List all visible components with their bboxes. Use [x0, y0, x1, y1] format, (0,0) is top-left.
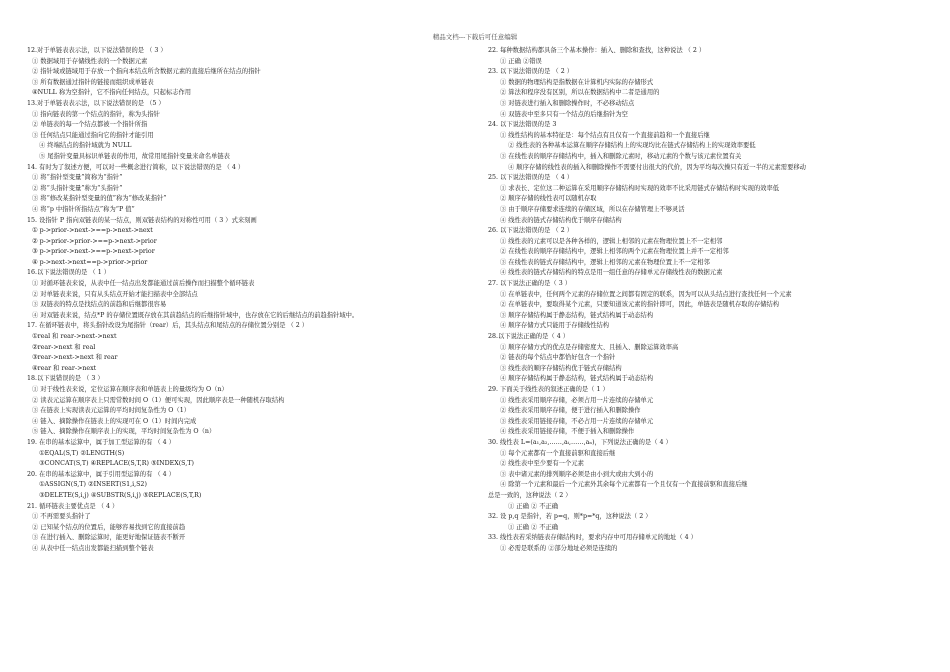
question-line: 23. 以下说法错误的是 （ 2 ） — [488, 68, 573, 76]
option-line: ③ 所有数据通过指针的链接而组织成单链表 — [32, 78, 154, 86]
option-line: ① 数据的物理结构是指数据在计算机内实际的存储形式 — [500, 78, 654, 86]
option-line: ③ p->prior->next->==p->next->prior — [32, 248, 155, 256]
option-line: ④ 顺序存储结构属于静态结构，链式结构属于动态结构 — [500, 375, 654, 383]
option-line: ④ 从表中任一结点出发都能扫描到整个链表 — [32, 544, 154, 552]
option-line: ② 在线性表的顺序存储结构中，逻辑上相邻的两个元素在物理位置上并不一定相邻 — [500, 248, 729, 256]
option-line: ④ 双链表中至多只有一个结点的后继指针为空 — [500, 110, 628, 118]
option-line: ③rear->next->next 和 rear — [32, 354, 118, 362]
option-line: ① 线性表的元素可以是各种各样的，逻辑上相邻的元素在物理位置上不一定相邻 — [500, 237, 723, 245]
question-line: 16.以下说法错误的是 （ 1 ） — [27, 269, 110, 277]
option-line: ② 在单链表中，要取得某个元素，只要知道该元素的指针即可，因此，单链表是随机存取的存储结构 — [500, 301, 780, 309]
option-line: ①EQAL(S,T) ②LENGTH(S) — [39, 449, 125, 457]
option-line: ② 链表的每个结点中都恰好包含一个指针 — [500, 354, 616, 362]
option-line: ③ 将“修改某指针型变量的值”称为“修改某指针” — [32, 195, 167, 203]
question-line: 25. 以下说法错误的是 （ 4 ） — [488, 174, 573, 182]
option-line: ① 求表长、定位这二种运算在采用顺序存储结构时实现的效率不比采用链式存储结构时实现的效率低 — [500, 184, 780, 192]
option-line: ① 数据域用于存储线性表的一个数据元素 — [32, 57, 148, 65]
option-line: ④ 对双链表来说，结点*P 的存储位置既存放在其前趋结点的后继指针域中，也存放在它的后继结点的前趋指针域中。 — [32, 311, 359, 319]
right-column — [488, 46, 918, 555]
option-line: ③ 线性表的顺序存储结构优于链式存储结构 — [500, 364, 622, 372]
option-line: ① 每个元素都有一个直接前驱和直接后继 — [500, 449, 616, 457]
option-line: ⑤ 尾指针变量具标识单链表的作用，故常用尾指针变量来命名单链表 — [39, 152, 230, 160]
option-line: ① 对于线性表来说，定位运算在顺序表和单链表上的量级均为 O（n） — [32, 386, 228, 393]
option-line: ① 不再需要头指针了 — [32, 513, 91, 521]
question-line: 24. 以下说法错误的是 3 — [488, 121, 557, 129]
option-line: ② 将“头指针变量”称为“头指针” — [32, 184, 123, 192]
option-line: ② 线性表的各种基本运算在顺序存储结构上的实现均比在链式存储结构上的实现效率要低 — [508, 142, 756, 150]
option-line: ③ 双链表的特点是找结点的前趋和后继都很容易 — [32, 301, 167, 309]
question-line: 32. 设 p,q 是指针，若 p=q，则*p=*q，这种说法（ 2 ） — [488, 513, 652, 521]
question-line: 14. 有时为了叙述方便，可以对一些概念进行简称，以下说法错误的是 （ 4 ） — [27, 163, 245, 171]
option-line: ② 算法和程序没有区别，所以在数据结构中二者是通用的 — [500, 89, 660, 97]
option-line: ④ 顺序存储的线性表的插入和删除操作不需要付出很大的代价，因为平均每次操只有近一半的元素需要移动 — [508, 163, 806, 171]
option-line: ③ 表中诸元素的排列顺序必须是由小到大或由大到小的 — [500, 470, 654, 478]
option-line: ④ 将“p 中指针所指结点”称为“P 值” — [32, 205, 135, 213]
option-line: ② p->prior->prior->==p->next->prior — [32, 237, 157, 245]
option-line: ② 已知某个结点的位置后，能够容易找到它的直接前趋 — [32, 523, 186, 531]
question-line: 18.以下说错误的是 （ 3 ） — [27, 375, 104, 383]
question-line: 22. 每种数据结构都具备三个基本操作：插入、删除和查找，这种说法 （ 2 ） — [488, 47, 706, 54]
option-line: ③ 在链表上实现读表元运算的平均时间复杂性为 O（1） — [32, 407, 190, 415]
option-line: ① 正确 ②错误 — [500, 57, 542, 65]
option-line: ③ 在进行插入、删除运算时，能更好地保证链表不断开 — [32, 534, 186, 542]
option-line: ③ 顺序存储结构属于静态结构，链式结构属于动态结构 — [500, 311, 654, 319]
page-header: 精品文档---下载后可任意编辑 — [432, 33, 518, 41]
option-line: ③ 由于顺序存储要求连续的存储区域，所以在存储管理上不够灵活 — [500, 205, 685, 213]
question-line: 28.以下说法正确的是（ 4 ） — [488, 333, 569, 341]
option-line: ①ASSIGN(S,T) ②INSERT(S1,i,S2) — [39, 481, 147, 489]
option-line: ② 线性表采用顺序存储，便于进行插入和删除操作 — [500, 407, 641, 415]
option-line: ①real 和 rear->next->next — [32, 333, 117, 341]
option-line: ① p->prior->next->==p->next->next — [32, 227, 153, 235]
left-column — [27, 46, 457, 555]
option-line: ① 正确 ② 不正确 — [508, 502, 559, 510]
option-line: ② 读表元运算在顺序表上只需常数时间 O（1）便可实现，因此顺序表是一种随机存取结构 — [32, 396, 285, 404]
question-line: 30. 线性表 L=(a₁,a₂,……,aᵢ,……,aₙ)，下列说法正确的是（ 4 ） — [488, 438, 672, 446]
option-line: ① 线性结构的基本特征是：每个结点有且仅有一个直接前趋和一个直接后继 — [500, 131, 710, 139]
option-line: ③ 线性表采用链接存储，不必占用一片连续的存储单元 — [500, 417, 654, 425]
question-line: 总是一致的，这种说法（ 2 ） — [488, 491, 572, 499]
option-line: ② 线性表中至少要有一个元素 — [500, 460, 584, 468]
option-line: ④NULL 称为空指针，它不指向任何结点，只起标志作用 — [32, 89, 192, 97]
option-line: ① 顺序存储方式的优点是存储密度大、且插入、删除运算效率高 — [500, 343, 679, 351]
option-line: ④ 链入、摘除操作在链表上的实现可在 O（1）时间内完成 — [32, 417, 197, 425]
option-line: ⑤ 链入、摘除操作在顺序表上的实现，平均时间复杂性为 O（n） — [32, 428, 216, 436]
option-line: ③ 对链表进行插入和删除操作时，不必移动结点 — [500, 99, 635, 107]
option-line: ② 顺序存储的线性表可以随机存取 — [500, 195, 597, 203]
option-line: ① 线性表采用顺序存储，必须占用一片连续的存储单元 — [500, 396, 654, 404]
question-line: 17. 在循环链表中，将头指针改设为尾指针（rear）后，其头结点和尾结点的存储位置分别是 （ 2 ） — [27, 322, 309, 330]
option-line: ③ 在线性表的链式存储结构中，逻辑上相邻的元素在物理位置上不一定相邻 — [500, 258, 710, 266]
question-line: 12.对于单链表表示法，以下说法错误的是 （ 3 ） — [27, 47, 167, 54]
option-line: ② 对单链表来说，只有从头结点开始才能扫描表中全部结点 — [32, 290, 198, 298]
question-line: 19. 在串的基本运算中，属于加工型运算的有 （ 4 ） — [27, 438, 175, 446]
option-line: ④ 线性表的链式存储结构的特点是用一组任意的存储单元存储线性表的数据元素 — [500, 269, 723, 277]
option-line: ③CONCAT(S,T) ④REPLACE(S,T,R) ⑤INDEX(S,T) — [39, 460, 194, 468]
option-line: ④ 线性表采用链接存储，不便于插入和删除操作 — [500, 428, 635, 436]
question-line: 20. 在串的基本运算中，属于引用型运算的有 （ 4 ） — [27, 470, 175, 478]
option-line: ③ 任何结点只能通过指向它的指针才能引用 — [32, 131, 154, 139]
option-line: ① 指向链表的第一个结点的指针，称为头指针 — [32, 110, 160, 118]
option-line: ② 指针域或链域用于存放一个指向本结点所含数据元素的直接后继所在结点的指针 — [32, 68, 261, 76]
option-line: ① 正确 ② 不正确 — [508, 523, 559, 531]
option-line: ① 对循环链表来说，从表中任一结点出发都能通过前后操作而扫描整个循环链表 — [32, 280, 255, 288]
question-line: 21. 循环链表主要优点是 （ 4 ） — [27, 502, 119, 510]
option-line: ① 必需是联系的 ②部分地址必须是连续的 — [500, 544, 618, 552]
option-line: ④ 终端结点的指针域就为 NULL — [39, 142, 132, 150]
option-line: ④ p->next->next==p->prior->prior — [32, 258, 148, 266]
option-line: ③DELETE(S,i,j) ④SUBSTR(S,i,j) ⑤REPLACE(S,T,R) — [39, 491, 202, 499]
option-line: ② 单链表的每一个结点都被一个指针所指 — [32, 121, 148, 129]
question-line: 29. 下面关于线性表的叙述正确的是（ 1 ） — [488, 386, 609, 393]
option-line: ④ 顺序存储方式只能用于存储线性结构 — [500, 322, 610, 330]
option-line: ③ 在线性表的顺序存储结构中，插入和删除元素时，移动元素的个数与该元素位置有关 — [500, 152, 742, 160]
question-line: 13.对于单链表表示法，以下说法错误的是 （5 ） — [27, 99, 165, 107]
option-line: ②rear->next 和 real — [32, 343, 96, 351]
option-line: ④rear 和 rear->next — [32, 364, 97, 372]
question-line: 33. 线性表若采纳链表存储结构时，要求内存中可用存储单元的地址（ 4 ） — [488, 534, 697, 542]
question-line: 27. 以下说法正确的是（ 3 ） — [488, 280, 571, 288]
option-line: ① 将“指针型变量”简称为“指针” — [32, 174, 123, 182]
option-line: ④ 除第一个元素和最后一个元素外其余每个元素都有一个且仅有一个直接前驱和直接后继 — [500, 481, 748, 489]
option-line: ④ 线性表的链式存储结构优于顺序存储结构 — [500, 216, 622, 224]
question-line: 26. 以下说法错误的是 （ 2 ） — [488, 227, 573, 235]
option-line: ① 在单链表中，任何两个元素的存储位置之间都有固定的联系，因为可以从头结点进行查找任何一个元素 — [500, 290, 792, 298]
question-line: 15. 设指针 P 指向双链表的某一结点，则双链表结构的对称性可用（ 3 ）式来刻画 — [27, 216, 257, 224]
